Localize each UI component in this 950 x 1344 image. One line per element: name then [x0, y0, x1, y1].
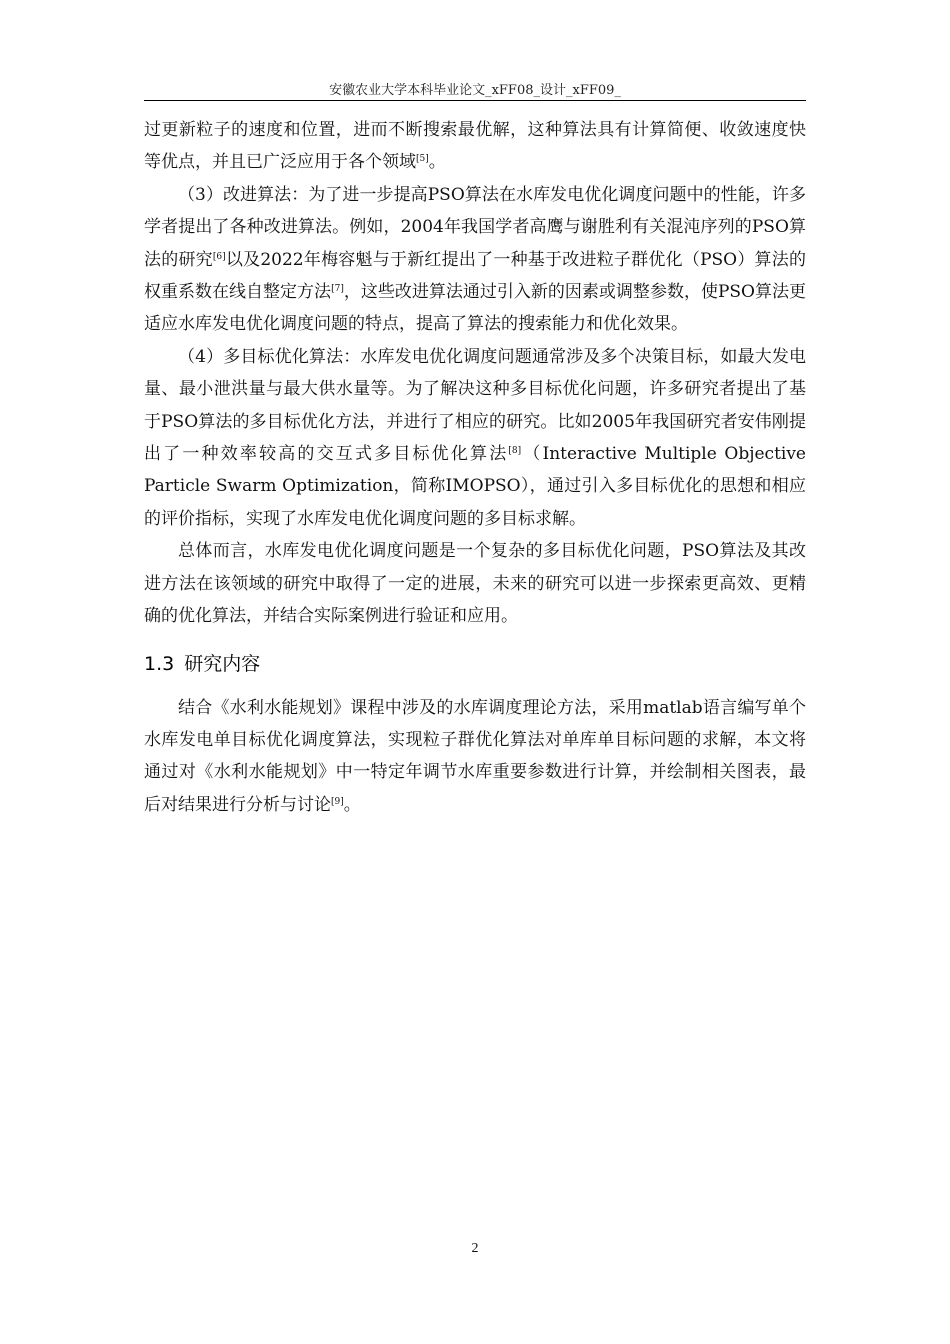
- citation: [5]: [416, 154, 429, 165]
- citation: [9]: [331, 796, 344, 807]
- page-header: 安徽农业大学本科毕业论文_xFF08_设计_xFF09_: [329, 83, 621, 98]
- paragraph-text: 。: [343, 794, 361, 815]
- citation: [7]: [331, 284, 344, 295]
- paragraph-text: （3）改进算法：为了进一步提高PSO算法在水库发电优化调度问题中的性能，许多学者提出了各种改进算法。例如，2004年我国学者高鹰与谢胜利有关混沌序列的PSO算法的研究: [144, 184, 806, 270]
- paragraph-summary: [144, 535, 806, 632]
- paragraph-text: 结合《水利水能规划》课程中涉及的水库调度理论方法，采用matlab语言编写单个水库发电单目标优化调度算法，实现粒子群优化算法对单库单目标问题的求解，本文将通过对《水利水能规划》中一特定年调节水库重要参数进行计算，并绘制相关图表，最后对结果进行分析与讨论: [144, 697, 806, 815]
- paragraph-text: 以及2022年梅容魁与于新红提出了一种基于改进粒子群优化（PSO）算法的权重系数在线自整定方法: [144, 249, 806, 303]
- paragraph-text: ，这些改进算法通过引入新的因素或调整参数，使PSO算法更适应水库发电优化调度问题的特点，提高了算法的搜索能力和优化效果。: [144, 282, 807, 335]
- paragraph-text: 总体而言，水库发电优化调度问题是一个复杂的多目标优化问题，PSO算法及其改进方法在该领域的研究中取得了一定的进展，未来的研究可以进一步探索更高效、更精确的优化算法，并结合实际案例进行验证和应用。: [144, 541, 806, 627]
- header-rule: [144, 100, 806, 101]
- section-number: 1.3: [144, 652, 175, 675]
- citation: [8]: [508, 446, 522, 457]
- paragraph-continuation: [144, 114, 806, 179]
- page-body: [144, 114, 806, 821]
- paragraph-text: 。: [428, 152, 446, 173]
- section-heading: [144, 648, 806, 680]
- paragraph-research-content: [144, 692, 806, 822]
- page-number: 2: [471, 1241, 479, 1256]
- section-title: 研究内容: [184, 652, 261, 675]
- paragraph-text: （Interactive Multiple Objective Particle Swarm Optimization，简称IMOPSO），通过引入多目标优化的思想和相应的评价指标，实现了水库发电优化调度问题的多目标求解。: [144, 444, 806, 529]
- paragraph-text: （4）多目标优化算法：水库发电优化调度问题通常涉及多个决策目标，如最大发电量、最小泄洪量与最大供水量等。为了解决这种多目标优化问题，许多研究者提出了基于PSO算法的多目标优化方法，并进行了相应的研究。比如2005年我国研究者安伟刚提出了一种效率较高的交互式多目标优化算法: [144, 346, 806, 465]
- paragraph-multi-objective: [144, 341, 806, 535]
- paragraph-improved-algorithms: [144, 179, 806, 341]
- citation: [6]: [212, 251, 226, 262]
- paragraph-text: 过更新粒子的速度和位置，进而不断搜索最优解，这种算法具有计算简便、收敛速度快等优点，并且已广泛应用于各个领域: [144, 120, 806, 173]
